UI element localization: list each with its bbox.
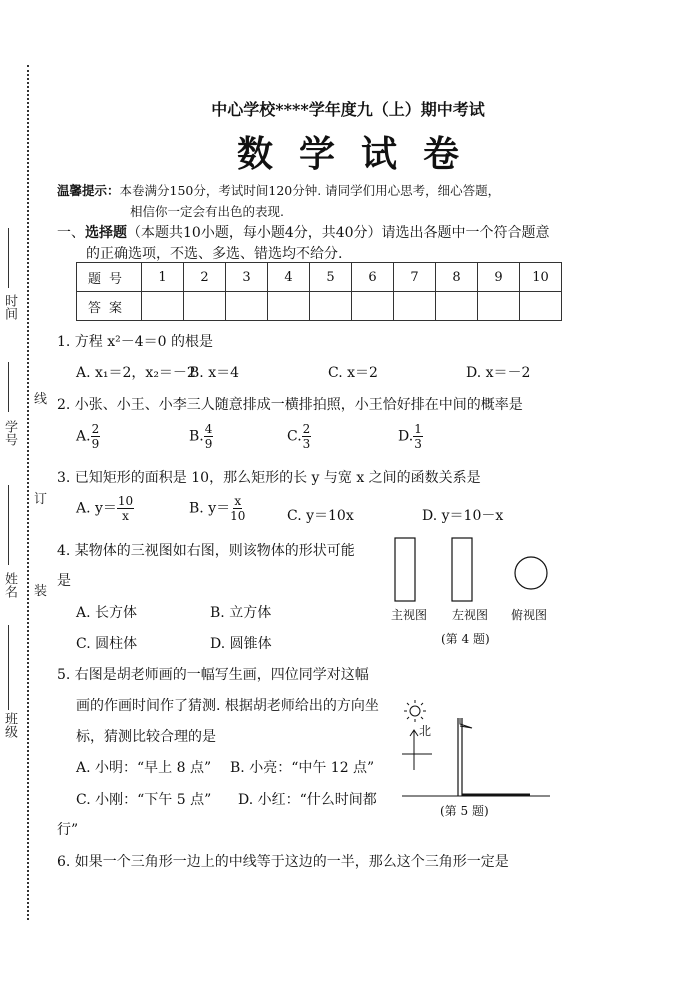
- answer-cell[interactable]: [226, 292, 268, 321]
- exam-subtitle: 中心学校****学年度九（上）期中考试: [211, 100, 485, 119]
- flagpole-icon: [458, 718, 472, 796]
- q3-option-d: D. y＝10－x: [422, 508, 504, 524]
- q4-label-top: 俯视图: [511, 608, 548, 622]
- q1-stem: 1. 方程 x²－4＝0 的根是: [57, 334, 214, 350]
- table-cell-number: 6: [352, 263, 394, 292]
- q5-sketch-figure: [398, 696, 558, 806]
- q2-option-a-prefix: A.: [76, 428, 91, 445]
- table-cell-number: 1: [142, 263, 184, 292]
- q1-option-d: D. x＝－2: [466, 365, 531, 381]
- table-cell-number: 9: [478, 263, 520, 292]
- tips-label: 温馨提示：: [57, 183, 120, 198]
- q5-stem-1: 5. 右图是胡老师画的一幅写生画，四位同学对这幅: [57, 667, 369, 683]
- q3-option-c: C. y＝10x: [287, 508, 354, 524]
- fraction-numerator: 2: [302, 422, 311, 436]
- answer-cell[interactable]: [352, 292, 394, 321]
- q5-option-b: B. 小亮：“中午 12 点”: [230, 760, 375, 776]
- section-desc-2: 的正确选项，不选、多选、错选均不给分.: [86, 246, 343, 262]
- side-view-rect: [452, 538, 472, 601]
- margin-label-name: 姓名: [2, 572, 17, 598]
- table-cell-number: 10: [520, 263, 562, 292]
- table-cell-number: 2: [184, 263, 226, 292]
- q2-option-b: [189, 422, 213, 451]
- q1-option-c: C. x＝2: [328, 365, 378, 381]
- tips-text-2: 相信你一定会有出色的表现.: [130, 204, 284, 219]
- q4-figure-caption: (第 4 题): [441, 632, 490, 646]
- q5-option-d-continued: 行”: [57, 822, 79, 838]
- table-cell-number: 3: [226, 263, 268, 292]
- q4-option-c: C. 圆柱体: [76, 636, 138, 652]
- fraction-numerator: 1: [414, 422, 422, 436]
- answer-cell[interactable]: [436, 292, 478, 321]
- table-row: [77, 263, 562, 292]
- q2-option-c: [287, 422, 311, 451]
- fraction-denominator: 3: [414, 437, 422, 451]
- margin-label-time: 时间: [2, 294, 17, 320]
- margin-label-class: 班级: [2, 712, 17, 738]
- q2-option-d-fraction: [413, 422, 423, 451]
- answer-cell[interactable]: [268, 292, 310, 321]
- fraction-numerator: 2: [91, 422, 100, 436]
- binding-dotted-line: [27, 65, 29, 920]
- q6-stem: 6. 如果一个三角形一边上的中线等于这边的一半，那么这个三角形一定是: [57, 854, 509, 870]
- margin-binding-ding: 订: [34, 492, 48, 507]
- q2-option-c-fraction: [302, 422, 312, 451]
- fraction-denominator: 10: [230, 509, 246, 523]
- tips-text-1: 本卷满分150分，考试时间120分钟. 请同学们用心思考，细心答题，: [119, 183, 501, 198]
- q2-option-b-prefix: B.: [189, 428, 204, 445]
- q3-option-a-fraction: [117, 494, 134, 523]
- table-row: [77, 292, 562, 321]
- q5-figure-caption: (第 5 题): [440, 804, 489, 818]
- fraction-denominator: 9: [204, 437, 213, 451]
- name-blank-line-class: [8, 625, 9, 710]
- north-label: 北: [419, 724, 432, 738]
- fraction-numerator: 10: [117, 494, 134, 508]
- q2-stem: 2. 小张、小王、小李三人随意排成一横排拍照，小王恰好排在中间的概率是: [57, 397, 523, 413]
- q3-option-a-prefix: A. y＝: [76, 500, 117, 517]
- q4-stem-2: 是: [57, 573, 71, 589]
- fraction-denominator: 3: [302, 437, 311, 451]
- section-heading: [57, 222, 550, 242]
- q2-option-a-fraction: [91, 422, 101, 451]
- q4-label-front: 主视图: [391, 608, 428, 622]
- table-cell-number: 8: [436, 263, 478, 292]
- q3-option-b-fraction: [230, 494, 245, 523]
- q4-option-b: B. 立方体: [210, 605, 272, 621]
- q5-option-c: C. 小刚：“下午 5 点”: [76, 792, 212, 808]
- q3-option-b: [189, 494, 245, 523]
- tips-line-1: [57, 181, 500, 199]
- q3-option-b-prefix: B. y＝: [189, 500, 231, 517]
- answer-cell[interactable]: [142, 292, 184, 321]
- q5-option-a: A. 小明：“早上 8 点”: [76, 760, 212, 776]
- table-cell-number: 5: [310, 263, 352, 292]
- front-view-rect: [395, 538, 415, 601]
- q2-option-a: [76, 422, 100, 451]
- fraction-denominator: 9: [91, 437, 100, 451]
- q1-option-a: A. x₁＝2，x₂＝－2: [76, 365, 196, 381]
- q4-option-d: D. 圆锥体: [210, 636, 272, 652]
- q5-option-d: D. 小红：“什么时间都: [238, 792, 377, 808]
- q4-option-a: A. 长方体: [76, 605, 138, 621]
- answer-cell[interactable]: [478, 292, 520, 321]
- q3-option-a: [76, 494, 134, 523]
- name-blank-line-time: [8, 228, 9, 288]
- section-desc-1: （本题共10小题，每小题4分，共40分）请选出各题中一个符合题意: [127, 225, 550, 241]
- name-blank-line-id: [8, 362, 9, 412]
- top-view-circle: [515, 557, 547, 589]
- answer-cell[interactable]: [394, 292, 436, 321]
- q2-option-d: [398, 422, 423, 451]
- table-cell-number: 7: [394, 263, 436, 292]
- q1-option-b: B. x＝4: [189, 365, 239, 381]
- q4-three-views-figure: [385, 535, 565, 645]
- q5-stem-3: 标，猜测比较合理的是: [76, 729, 216, 745]
- table-header-answer: 答案: [77, 292, 142, 321]
- sun-icon: [404, 700, 426, 722]
- fraction-numerator: 4: [204, 422, 213, 436]
- table-header-question: 题号: [77, 263, 142, 292]
- page-title: 数学试卷: [236, 133, 485, 175]
- margin-label-id: 学号: [2, 420, 17, 446]
- q4-label-side: 左视图: [452, 608, 489, 622]
- q4-stem-1: 4. 某物体的三视图如右图，则该物体的形状可能: [57, 543, 355, 559]
- q2-option-b-fraction: [204, 422, 214, 451]
- q5-stem-2: 画的作画时间作了猜测. 根据胡老师给出的方向坐: [76, 698, 379, 714]
- answer-cell[interactable]: [310, 292, 352, 321]
- q2-option-d-prefix: D.: [398, 428, 414, 445]
- section-number: 一、: [57, 225, 85, 241]
- table-cell-number: 4: [268, 263, 310, 292]
- name-blank-line-name: [8, 485, 9, 565]
- answer-cell[interactable]: [520, 292, 562, 321]
- fraction-denominator: x: [122, 509, 129, 523]
- answer-table: [76, 262, 562, 321]
- answer-cell[interactable]: [184, 292, 226, 321]
- section-name: 选择题: [85, 225, 127, 241]
- q2-option-c-prefix: C.: [287, 428, 302, 445]
- q3-stem: 3. 已知矩形的面积是 10，那么矩形的长 y 与宽 x 之间的函数关系是: [57, 470, 481, 486]
- margin-binding-zhuang: 装: [34, 584, 48, 599]
- fraction-numerator: x: [234, 494, 242, 508]
- margin-binding-xian: 线: [34, 392, 48, 407]
